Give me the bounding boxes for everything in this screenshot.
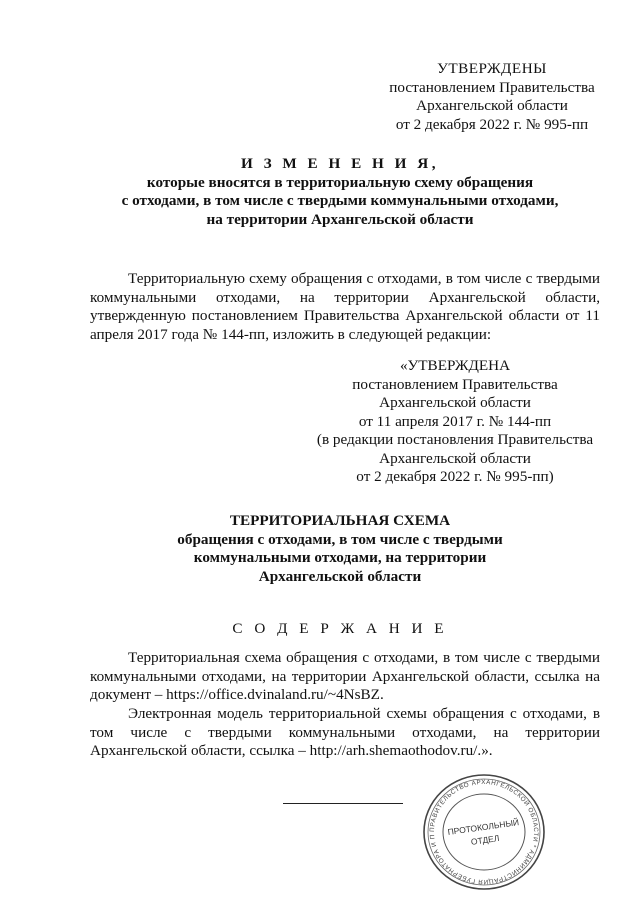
scheme-title xyxy=(90,512,590,586)
approval-line: Архангельской области xyxy=(379,394,531,411)
intro-paragraph: Территориальную схему обращения с отходами, в том числе с твердыми коммунальными отходами, на территории Архангельской области, утвержденную постановлением Правительства Архангельской области от 11 апреля 2017 года № 144-пп, изложить в следующей редакции: xyxy=(90,270,600,343)
approval-block-top xyxy=(372,60,612,134)
contents-heading: С О Д Е Р Ж А Н И Е xyxy=(232,620,448,637)
approval-date-line: от 2 декабря 2022 г. № 995-пп xyxy=(395,115,589,133)
stamp-ring-text: ПРАВИТЕЛЬСТВО АРХАНГЕЛЬСКОЙ ОБЛАСТИ * АДМИНИСТРАЦИЯ ГУБЕРНАТОРА И П xyxy=(428,778,540,886)
changes-title-line: на территории Архангельской области xyxy=(206,210,474,228)
approval-block-mid xyxy=(310,357,600,487)
changes-title xyxy=(90,155,590,229)
approval-heading: «УТВЕРЖДЕНА xyxy=(399,357,511,374)
stamp-center-line2: ОТДЕЛ xyxy=(470,832,500,847)
scheme-link-paragraph: Территориальная схема обращения с отходами, в том числе с твердыми коммунальными отходами, на территории Архангельской области, ссылка на документ – https://office.dvinaland.ru/~4NsBZ. xyxy=(90,649,600,703)
scheme-title-line: ТЕРРИТОРИАЛЬНАЯ СХЕМА xyxy=(229,512,451,529)
scheme-title-line: обращения с отходами, в том числе с твердыми xyxy=(177,530,503,548)
stamp-center-line1: ПРОТОКОЛЬНЫЙ xyxy=(446,817,520,838)
approval-line: (в редакции постановления Правительства xyxy=(316,431,594,448)
changes-title-word: И З М Е Н Е Н И Я, xyxy=(240,155,439,172)
official-stamp xyxy=(420,772,548,892)
stamp-seal-icon xyxy=(420,772,548,892)
signature-line xyxy=(283,803,403,804)
scheme-title-line: коммунальными отходами, на территории xyxy=(193,549,487,566)
approval-heading: УТВЕРЖДЕНЫ xyxy=(437,60,547,77)
changes-title-line: с отходами, в том числе с твердыми коммунальными отходами, xyxy=(121,192,559,209)
approval-line: Архангельской области xyxy=(416,97,568,114)
changes-title-line: которые вносятся в территориальную схему обращения xyxy=(146,173,534,191)
approval-line: постановлением Правительства xyxy=(352,375,558,393)
model-link-paragraph: Электронная модель территориальной схемы обращения с отходами, в том числе с твердыми коммунальными отходами, на территории Архангельской области, ссылка – http://arh.shemaothodov.ru/.». xyxy=(90,705,600,759)
approval-line: постановлением Правительства xyxy=(389,78,595,96)
scheme-title-line: Архангельской области xyxy=(258,567,422,585)
approval-line: Архангельской области xyxy=(379,449,531,467)
approval-date-line: от 11 апреля 2017 г. № 144-пп xyxy=(358,412,552,430)
approval-date-line: от 2 декабря 2022 г. № 995-пп) xyxy=(356,468,554,485)
